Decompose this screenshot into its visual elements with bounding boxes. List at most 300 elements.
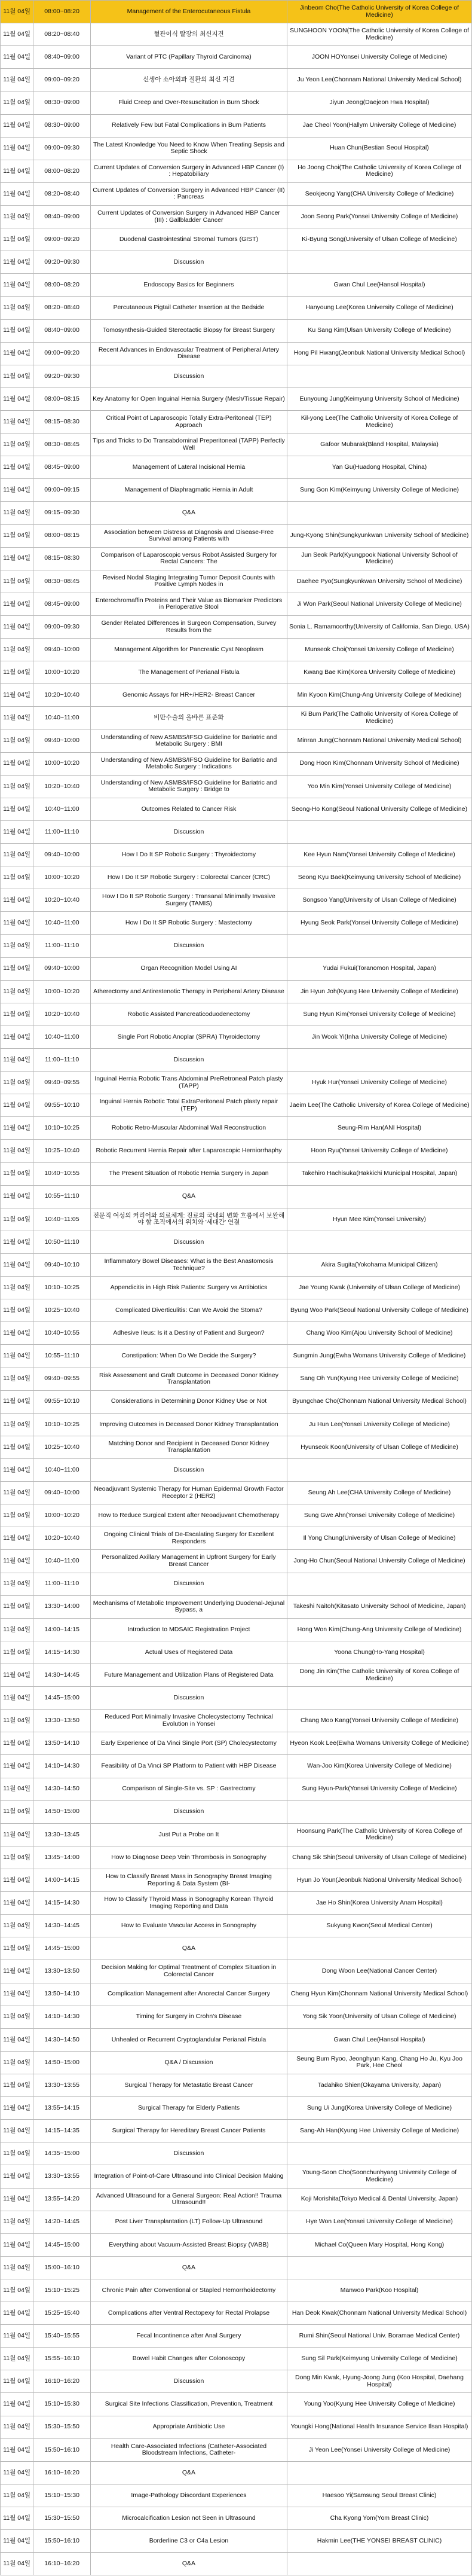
session-date: 11월 04일 [1,2302,33,2325]
session-time: 14:30~14:45 [33,1664,91,1686]
table-row [1,524,472,547]
session-date: 11월 04일 [1,775,33,798]
table-row [1,23,472,46]
session-speaker: Minran Jung(Chonnam National University Medical School) [287,730,472,752]
session-time: 09:40~10:00 [33,1482,91,1504]
table-row [1,2188,472,2211]
session-date: 11월 04일 [1,479,33,502]
table-row [1,2256,472,2279]
session-time: 15:30~15:50 [33,2507,91,2530]
session-speaker: Hyuk Hur(Yonsei University College of Medicine) [287,1072,472,1094]
table-row [1,707,472,730]
table-row [1,1117,472,1140]
session-time: 10:00~10:20 [33,980,91,1003]
session-speaker [287,1049,472,1072]
session-time: 10:40~10:55 [33,1162,91,1185]
table-row [1,1140,472,1162]
session-title: Q&A / Discussion [90,2051,287,2074]
table-row [1,1732,472,1755]
session-speaker: Ho Joong Choi(The Catholic University of Korea College of Medicine) [287,160,472,182]
table-row [1,775,472,798]
table-row [1,1277,472,1299]
session-speaker: Cha Kyong Yom(Yom Breast Clinic) [287,2507,472,2530]
session-time: 10:10~10:25 [33,1277,91,1299]
session-speaker [287,1459,472,1482]
session-date: 11월 04일 [1,46,33,69]
session-time: 14:10~14:30 [33,1755,91,1778]
session-speaker: Youngki Hong(National Health Insurance Service Ilsan Hospital) [287,2416,472,2438]
session-date: 11월 04일 [1,1550,33,1573]
session-title: Critical Point of Laparoscopic Totally Extra-Peritoneal (TEP) Approach [90,410,287,433]
session-date: 11월 04일 [1,502,33,524]
session-title: Discussion [90,1800,287,1823]
session-time: 10:10~10:25 [33,1413,91,1436]
session-title: How to Reduce Surgical Extent after Neoadjuvant Chemotherapy [90,1504,287,1527]
session-speaker: Rumi Shin(Seoul National Univ. Boramae Medical Center) [287,2325,472,2348]
session-date: 11월 04일 [1,228,33,251]
session-speaker [287,1687,472,1710]
session-speaker: Cheng Hyun Kim(Chonnam National University Medical School) [287,1983,472,2006]
session-title: Comparison of Laparoscopic versus Robot Assisted Surgery for Rectal Cancers: The [90,547,287,570]
table-row [1,1345,472,1368]
table-row [1,456,472,479]
session-title: Discussion [90,2142,287,2165]
session-title: Discussion [90,2370,287,2393]
session-date: 11월 04일 [1,434,33,456]
table-row [1,1299,472,1322]
session-speaker: Seung Ah Lee(CHA University College of Medicine) [287,1482,472,1504]
session-title: Everything about Vacuum-Assisted Breast Biopsy (VABB) [90,2233,287,2256]
session-title: The Management of Perianal Fistula [90,661,287,684]
session-speaker: Dong Woon Lee(National Cancer Center) [287,1960,472,1983]
session-title: Discussion [90,251,287,274]
session-date: 11월 04일 [1,844,33,866]
session-time: 15:55~16:10 [33,2348,91,2370]
session-title: How to Classify Breast Mass in Sonography Breast Imaging Reporting & Data System (BI- [90,1869,287,1891]
session-title: How to Diagnose Deep Vein Thrombosis in Sonography [90,1846,287,1869]
session-speaker [287,365,472,387]
session-date: 11월 04일 [1,2553,33,2575]
table-row [1,2507,472,2530]
session-time: 10:40~11:00 [33,707,91,730]
session-title: Current Updates of Conversion Surgery in Advanced HBP Cancer (II) : Pancreas [90,182,287,205]
session-date: 11월 04일 [1,1800,33,1823]
table-row [1,2348,472,2370]
session-date: 11월 04일 [1,1983,33,2006]
session-date: 11월 04일 [1,2370,33,2393]
session-title: Association between Distress at Diagnosis and Disease-Free Survival among Patients with [90,524,287,547]
session-title: Early Experience of Da Vinci Single Port (SP) Cholecystectomy [90,1732,287,1755]
table-row [1,1869,472,1891]
session-time: 10:20~10:40 [33,684,91,707]
session-date: 11월 04일 [1,182,33,205]
table-row [1,2484,472,2507]
session-title: Unhealed or Recurrent Cryptoglandular Perianal Fistula [90,2028,287,2051]
session-speaker [287,935,472,957]
session-date: 11월 04일 [1,593,33,615]
session-speaker: Han Deok Kwak(Chonnam National University Medical School) [287,2302,472,2325]
session-speaker: JOON HOYonsei University College of Medicine) [287,46,472,69]
session-date: 11월 04일 [1,2416,33,2438]
table-row [1,593,472,615]
table-row [1,1573,472,1595]
session-date: 11월 04일 [1,889,33,912]
table-row [1,1162,472,1185]
table-row [1,2461,472,2484]
session-speaker: Joon Seong Park(Yonsei University College of Medicine) [287,205,472,228]
session-title: Inflammatory Bowel Diseases: What is the Best Anastomosis Technique? [90,1254,287,1277]
session-date: 11월 04일 [1,297,33,319]
session-speaker [287,2553,472,2575]
table-row [1,980,472,1003]
table-row [1,661,472,684]
table-row [1,1003,472,1025]
session-speaker: Tadahiko Shien(Okayama University, Japan) [287,2074,472,2096]
session-title: Complication Management after Anorectal Cancer Surgery [90,1983,287,2006]
session-date: 11월 04일 [1,866,33,889]
session-time: 14:00~14:15 [33,1618,91,1641]
table-row [1,1459,472,1482]
session-speaker: Hye Won Lee(Yonsei University College of Medicine) [287,2211,472,2233]
session-time: 11:00~11:10 [33,1049,91,1072]
session-date: 11월 04일 [1,1527,33,1550]
session-title: How I Do It SP Robotic Surgery : Colorectal Cancer (CRC) [90,866,287,889]
session-date: 11월 04일 [1,274,33,297]
session-time: 09:15~09:30 [33,502,91,524]
session-date: 11월 04일 [1,2188,33,2211]
session-time: 10:40~11:00 [33,1025,91,1048]
session-date: 11월 04일 [1,2165,33,2188]
session-date: 11월 04일 [1,2074,33,2096]
table-row [1,730,472,752]
session-title: Understanding of New ASMBS/IFSO Guideline for Bariatric and Metabolic Surgery : Bridge to [90,775,287,798]
session-date: 11월 04일 [1,2507,33,2530]
session-title: Feasibility of Da Vinci SP Platform to Patient with HBP Disease [90,1755,287,1778]
session-time: 08:30~08:45 [33,570,91,593]
session-title: Discussion [90,365,287,387]
session-title: Improving Outcomes in Deceased Donor Kidney Transplantation [90,1413,287,1436]
session-speaker: Jaeim Lee(The Catholic University of Korea College of Medicine) [287,1094,472,1117]
session-date: 11월 04일 [1,2325,33,2348]
session-date: 11월 04일 [1,1094,33,1117]
table-row [1,1231,472,1253]
table-row [1,1025,472,1048]
session-date: 11월 04일 [1,387,33,410]
session-date: 11월 04일 [1,661,33,684]
session-speaker: Chang Moo Kang(Yonsei University College of Medicine) [287,1710,472,1732]
session-title: Q&A [90,502,287,524]
session-title: Percutaneous Pigtail Catheter Insertion at the Bedside [90,297,287,319]
session-speaker: Sung Sil Park(Keimyung University College of Medicine) [287,2348,472,2370]
session-time: 08:30~08:45 [33,434,91,456]
table-row [1,69,472,91]
session-title: Mechanisms of Metabolic Improvement Underlying Duodenal-Jejunal Bypass, a [90,1595,287,1618]
session-date: 11월 04일 [1,365,33,387]
session-time: 14:35~15:00 [33,2142,91,2165]
session-date: 11월 04일 [1,2028,33,2051]
table-row [1,1436,472,1458]
session-time: 14:15~14:30 [33,1641,91,1664]
session-date: 11월 04일 [1,1254,33,1277]
table-row [1,1595,472,1618]
session-time: 09:40~10:00 [33,639,91,661]
session-title: Personalized Axillary Management in Upfront Surgery for Early Breast Cancer [90,1550,287,1573]
session-speaker: Jiyun Jeong(Daejeon Hwa Hospital) [287,91,472,114]
session-time: 13:30~13:50 [33,1960,91,1983]
session-time: 14:45~15:00 [33,2233,91,2256]
session-speaker: Gwan Chul Lee(Hansol Hospital) [287,2028,472,2051]
table-row [1,1049,472,1072]
session-speaker: Dong Hoon Kim(Chonnam University School of Medicine) [287,752,472,775]
session-time: 08:20~08:40 [33,182,91,205]
table-row [1,2165,472,2188]
table-row [1,2006,472,2028]
session-speaker: Ji Won Park(Seoul National University College of Medicine) [287,593,472,615]
session-date: 11월 04일 [1,1710,33,1732]
table-row [1,479,472,502]
table-row [1,2279,472,2302]
session-time: 10:25~10:40 [33,1140,91,1162]
table-row [1,2325,472,2348]
table-row [1,1618,472,1641]
session-title: Duodenal Gastrointestinal Stromal Tumors (GIST) [90,228,287,251]
session-speaker: Yudai Fukui(Toranomon Hospital, Japan) [287,957,472,980]
session-title: Recent Advances in Endovascular Treatment of Peripheral Artery Disease [90,342,287,365]
session-title: Management of Lateral Incisional Hernia [90,456,287,479]
table-row [1,1413,472,1436]
session-time: 11:00~11:10 [33,820,91,843]
session-title: Introduction to MDSAIC Registration Project [90,1618,287,1641]
session-time: 15:10~15:30 [33,2484,91,2507]
session-date: 11월 04일 [1,524,33,547]
session-title: How I Do It SP Robotic Surgery : Mastectomy [90,912,287,935]
session-speaker: Kil-yong Lee(The Catholic University of Korea College of Medicine) [287,410,472,433]
session-title: Bowel Habit Changes after Colonoscopy [90,2348,287,2370]
session-date: 11월 04일 [1,1185,33,1208]
table-row [1,1755,472,1778]
session-speaker: Ku Sang Kim(Ulsan University College of Medicine) [287,319,472,342]
session-date: 11월 04일 [1,456,33,479]
session-date: 11월 04일 [1,1025,33,1048]
session-time: 13:50~14:10 [33,1732,91,1755]
table-row [1,844,472,866]
session-speaker: Manwoo Park(Koo Hospital) [287,2279,472,2302]
session-title: Surgical Therapy for Hereditary Breast Cancer Patients [90,2120,287,2142]
session-time: 13:55~14:20 [33,2188,91,2211]
session-time: 09:20~09:30 [33,365,91,387]
session-speaker: Jae Cheol Yoon(Hallym University College of Medicine) [287,114,472,137]
session-speaker: Hyung Seok Park(Yonsei University College of Medicine) [287,912,472,935]
session-time: 09:20~09:30 [33,251,91,274]
session-speaker: Hyun Jo Youn(Jeonbuk National University Medical School) [287,1869,472,1891]
session-time: 08:15~08:30 [33,547,91,570]
session-speaker [287,502,472,524]
table-row [1,1892,472,1915]
table-row [1,2074,472,2096]
session-date: 11월 04일 [1,2256,33,2279]
table-row [1,2530,472,2553]
session-time: 15:50~16:10 [33,2438,91,2461]
session-speaker [287,820,472,843]
session-date: 11월 04일 [1,957,33,980]
session-title: Management Algorithm for Pancreatic Cyst Neoplasm [90,639,287,661]
session-date: 11월 04일 [1,798,33,820]
session-title: How I Do It SP Robotic Surgery : Transanal Minimally Invasive Surgery (TAMIS) [90,889,287,912]
session-speaker: Sang-Ah Han(Kyung Hee University College of Medicine) [287,2120,472,2142]
session-title: Discussion [90,1049,287,1072]
session-title: Chronic Pain after Conventional or Stapled Hemorrhoidectomy [90,2279,287,2302]
session-time: 15:00~16:10 [33,2256,91,2279]
session-speaker: Kee Hyun Nam(Yonsei University College of Medicine) [287,844,472,866]
session-title: Future Management and Utilization Plans of Registered Data [90,1664,287,1686]
session-speaker [287,1573,472,1595]
session-speaker: Jin Hyun Joh(Kyung Hee University College of Medicine) [287,980,472,1003]
session-title: Key Anatomy for Open Inguinal Hernia Surgery (Mesh/Tissue Repair) [90,387,287,410]
session-time: 08:45~09:00 [33,456,91,479]
table-row [1,1390,472,1413]
session-date: 11월 04일 [1,1299,33,1322]
session-title: Q&A [90,1185,287,1208]
session-speaker: Hanyoung Lee(Korea University College of Medicine) [287,297,472,319]
table-row [1,912,472,935]
session-speaker: Munseok Choi(Yonsei University College of Medicine) [287,639,472,661]
table-row [1,798,472,820]
session-speaker: Akira Sugita(Yokohama Municipal Citizen) [287,1254,472,1277]
table-row [1,502,472,524]
session-title: Post Liver Transplantation (LT) Follow-Up Ultrasound [90,2211,287,2233]
session-speaker: Yong Sik Yoon(University of Ulsan College of Medicine) [287,2006,472,2028]
session-time: 08:15~08:30 [33,410,91,433]
session-time: 10:40~11:00 [33,798,91,820]
table-row [1,365,472,387]
session-speaker: Hyunseok Koon(University of Ulsan College of Medicine) [287,1436,472,1458]
session-title: Robotic Retro-Muscular Abdominal Wall Reconstruction [90,1117,287,1140]
session-time: 14:30~14:45 [33,1915,91,1937]
session-time: 09:00~09:30 [33,615,91,638]
session-speaker: Ki Bum Park(The Catholic University of Korea College of Medicine) [287,707,472,730]
table-row [1,1254,472,1277]
session-date: 11월 04일 [1,1140,33,1162]
session-time: 13:50~14:10 [33,1983,91,2006]
table-row [1,1322,472,1345]
session-speaker [287,2461,472,2484]
session-time: 10:20~10:40 [33,775,91,798]
session-time: 08:00~08:15 [33,387,91,410]
session-time: 10:50~11:10 [33,1231,91,1253]
session-time: 10:40~11:00 [33,1550,91,1573]
session-speaker: Daehee Pyo(Sungkyunkwan University School of Medicine) [287,570,472,593]
session-time: 16:10~16:20 [33,2370,91,2393]
session-speaker: Yan Gu(Huadong Hospital, China) [287,456,472,479]
session-speaker: Gafoor Mubarak(Bland Hospital, Malaysia) [287,434,472,456]
session-time: 08:40~09:00 [33,46,91,69]
session-time: 08:00~08:20 [33,274,91,297]
session-date: 11월 04일 [1,684,33,707]
table-row [1,1846,472,1869]
session-date: 11월 04일 [1,2279,33,2302]
session-time: 10:25~10:40 [33,1299,91,1322]
session-title: 전문직 여성의 커리어와 의료체계: 진료의 국내외 변화 흐름에서 보완해야 할 조직에서의 위치와 '세대간' 연결 [90,1208,287,1231]
session-time: 13:45~14:00 [33,1846,91,1869]
session-title: Q&A [90,2553,287,2575]
session-speaker: Chang Sik Shin(Seoul University of Ulsan College of Medicine) [287,1846,472,1869]
table-row [1,1072,472,1094]
session-speaker: Takeshi Naitoh(Kitasato University School of Medicine, Japan) [287,1595,472,1618]
table-row [1,1710,472,1732]
table-row [1,1094,472,1117]
session-date: 11월 04일 [1,1755,33,1778]
session-date: 11월 04일 [1,2051,33,2074]
session-speaker: Min Kyoon Kim(Chung-Ang University College of Medicine) [287,684,472,707]
session-title: Tomosynthesis-Guided Stereotactic Biopsy for Breast Surgery [90,319,287,342]
session-date: 11월 04일 [1,980,33,1003]
session-speaker: Huan Chun(Bestian Seoul Hospital) [287,137,472,160]
session-title: Surgical Therapy for Metastatic Breast Cancer [90,2074,287,2096]
session-title: Appropriate Antibiotic Use [90,2416,287,2438]
session-time: 09:55~10:10 [33,1390,91,1413]
session-title: Genomic Assays for HR+/HER2- Breast Cancer [90,684,287,707]
session-time: 10:40~11:05 [33,1208,91,1231]
session-speaker: Hyeon Kook Lee(Ewha Womans University College of Medicine) [287,1732,472,1755]
session-title: Discussion [90,935,287,957]
session-speaker: Dong Min Kwak, Hyung-Joong Jung (Koo Hospital, Daehang Hospital) [287,2370,472,2393]
session-title: Discussion [90,1573,287,1595]
session-date: 11월 04일 [1,1368,33,1390]
session-time: 13:30~13:55 [33,2074,91,2096]
session-title: Complicated Diverticulitis: Can We Avoid the Stoma? [90,1299,287,1322]
session-time: 10:00~10:20 [33,661,91,684]
session-title: Gender Related Differences in Surgeon Compensation, Survey Results from the [90,615,287,638]
session-date: 11월 04일 [1,205,33,228]
session-speaker: Jong-Ho Chun(Seoul National University College of Medicine) [287,1550,472,1573]
session-title: Risk Assessment and Graft Outcome in Deceased Donor Kidney Transplantation [90,1368,287,1390]
session-time: 10:55~11:10 [33,1345,91,1368]
session-speaker: Jae Young Kwak (University of Ulsan College of Medicine) [287,1277,472,1299]
session-title: Ongoing Clinical Trials of De-Escalating Surgery for Excellent Responders [90,1527,287,1550]
table-row [1,1823,472,1846]
session-title: Management of Diaphragmatic Hernia in Adult [90,479,287,502]
session-time: 14:10~14:30 [33,2006,91,2028]
session-speaker [287,1185,472,1208]
session-title: Single Port Robotic Anoplar (SPRA) Thyroidectomy [90,1025,287,1048]
table-row [1,1960,472,1983]
table-row [1,114,472,137]
session-time: 13:30~14:00 [33,1595,91,1618]
session-title: Inguinal Hernia Robotic Trans Abdominal PreRetroneal Patch plasty (TAPP) [90,1072,287,1094]
table-row [1,2097,472,2120]
session-speaker: Hakmin Lee(THE YONSEI BREAST CLINIC) [287,2530,472,2553]
session-title: Q&A [90,1937,287,1960]
table-row [1,342,472,365]
session-speaker: Hoon Ryu(Yonsei University College of Medicine) [287,1140,472,1162]
table-row [1,1664,472,1686]
session-title: Timing for Surgery in Crohn's Disease [90,2006,287,2028]
session-speaker: Songsoo Yang(University of Ulsan College of Medicine) [287,889,472,912]
session-speaker [287,2142,472,2165]
session-time: 09:40~10:00 [33,730,91,752]
session-speaker: Sung Ui Jung(Korea University College of Medicine) [287,2097,472,2120]
session-title: Inguinal Hernia Robotic Total ExtraPeritoneal Patch plasty repair (TEP) [90,1094,287,1117]
table-row [1,228,472,251]
session-date: 11월 04일 [1,570,33,593]
session-title: Surgical Site Infections Classification, Prevention, Treatment [90,2393,287,2416]
session-date: 11월 04일 [1,2120,33,2142]
session-time: 14:15~14:30 [33,1892,91,1915]
session-date: 11월 04일 [1,251,33,274]
session-title: Just Put a Probe on It [90,1823,287,1846]
session-speaker: Koji Morishita(Tokyo Medical & Dental University, Japan) [287,2188,472,2211]
session-time: 16:10~16:20 [33,2461,91,2484]
